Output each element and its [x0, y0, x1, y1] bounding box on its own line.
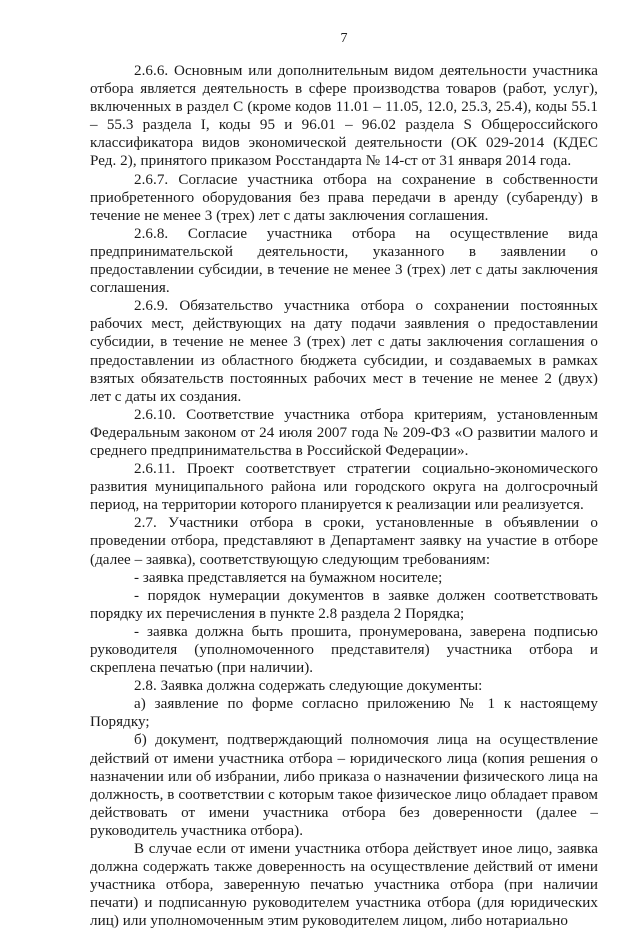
paragraph-2-6-10: 2.6.10. Соответствие участника отбора критериям, установленным Федеральным законом от 24 июля 2007 года № 209-ФЗ «О развитии малого и среднего предпринимательства в Российской Федерации».: [90, 406, 598, 459]
page-number: 7: [340, 31, 348, 46]
paragraph-2-7: 2.7. Участники отбора в сроки, установленные в объявлении о проведении отбора, представляют в Департамент заявку на участие в отборе (далее – заявка), соответствующую следующим требованиям:: [90, 515, 598, 568]
paragraph-2-8: 2.8. Заявка должна содержать следующие документы:: [134, 678, 483, 695]
requirement-numbering: - порядок нумерации документов в заявке должен соответствовать порядку их перечисления в пункте 2.8 раздела 2 Порядка;: [90, 587, 598, 622]
requirement-binding: - заявка должна быть прошита, пронумерована, заверена подписью руководителя (уполномоченного представителя) участника отбора и скреплена печатью (при наличии).: [90, 623, 598, 677]
paragraph-2-6-8: 2.6.8. Согласие участника отбора на осуществление вида предпринимательской деятельности, указанного в заявлении о предоставлении субсидии, в течение не менее 3 (трех) лет с даты заключения соглашения.: [90, 225, 598, 297]
document-body: [90, 62, 598, 931]
paragraph-2-6-11: 2.6.11. Проект соответствует стратегии социально-экономического развития муниципального района или городского округа на долгосрочный период, на территории которого планируется к реализации или реализуется.: [90, 461, 598, 514]
paragraph-proxy: В случае если от имени участника отбора действует иное лицо, заявка должна содержать также доверенность на осуществление действий от имени участника отбора, заверенную печатью участника отбора (при наличии печати) и подписанную руководителем участника отбора (для юридических лиц) или уполномоченным этим руководителем лицом, либо нотариально: [90, 841, 598, 930]
paragraph-2-6-9: 2.6.9. Обязательство участника отбора о сохранении постоянных рабочих мест, действующих на дату подачи заявления о предоставлении субсидии, в течение не менее 3 (трех) лет с даты заключения соглашения о предоставлении из областного бюджета субсидии, и создаваемых в рамках взятых обязательств постоянных рабочих мест в течение не менее 2 (двух) лет с даты их создания.: [90, 298, 598, 405]
paragraph-2-6-7: 2.6.7. Согласие участника отбора на сохранение в собственности приобретенного оборудования без права передачи в аренду (субаренду) в течение не менее 3 (трех) лет с даты заключения соглашения.: [90, 171, 598, 224]
paragraph-2-6-6: 2.6.6. Основным или дополнительным видом деятельности участника отбора является деятельность в сфере производства товаров (работ, услуг), включенных в раздел С (кроме кодов 11.01 – 11.05, 12.0, 25.3, 25.4), коды 55.1 – 55.3 раздела I, коды 95 и 96.01 – 96.02 раздела S Общероссийского классификатора видов экономической деятельности (ОК 029-2014 (КДЕС Ред. 2), принятого приказом Росстандарта № 14-ст от 31 января 2014 года.: [90, 63, 598, 170]
item-a: а) заявление по форме согласно приложению № 1 к настоящему Порядку;: [90, 696, 598, 731]
item-b: б) документ, подтверждающий полномочия лица на осуществление действий от имени участника отбора – юридического лица (копия решения о назначении или об избрании, либо приказа о назначении физического лица на должность, в соответствии с которым такое физическое лицо обладает правом действовать от имени участника отбора без доверенности (далее – руководитель участника отбора).: [90, 732, 598, 839]
requirement-paper: - заявка представляется на бумажном носителе;: [134, 569, 443, 586]
